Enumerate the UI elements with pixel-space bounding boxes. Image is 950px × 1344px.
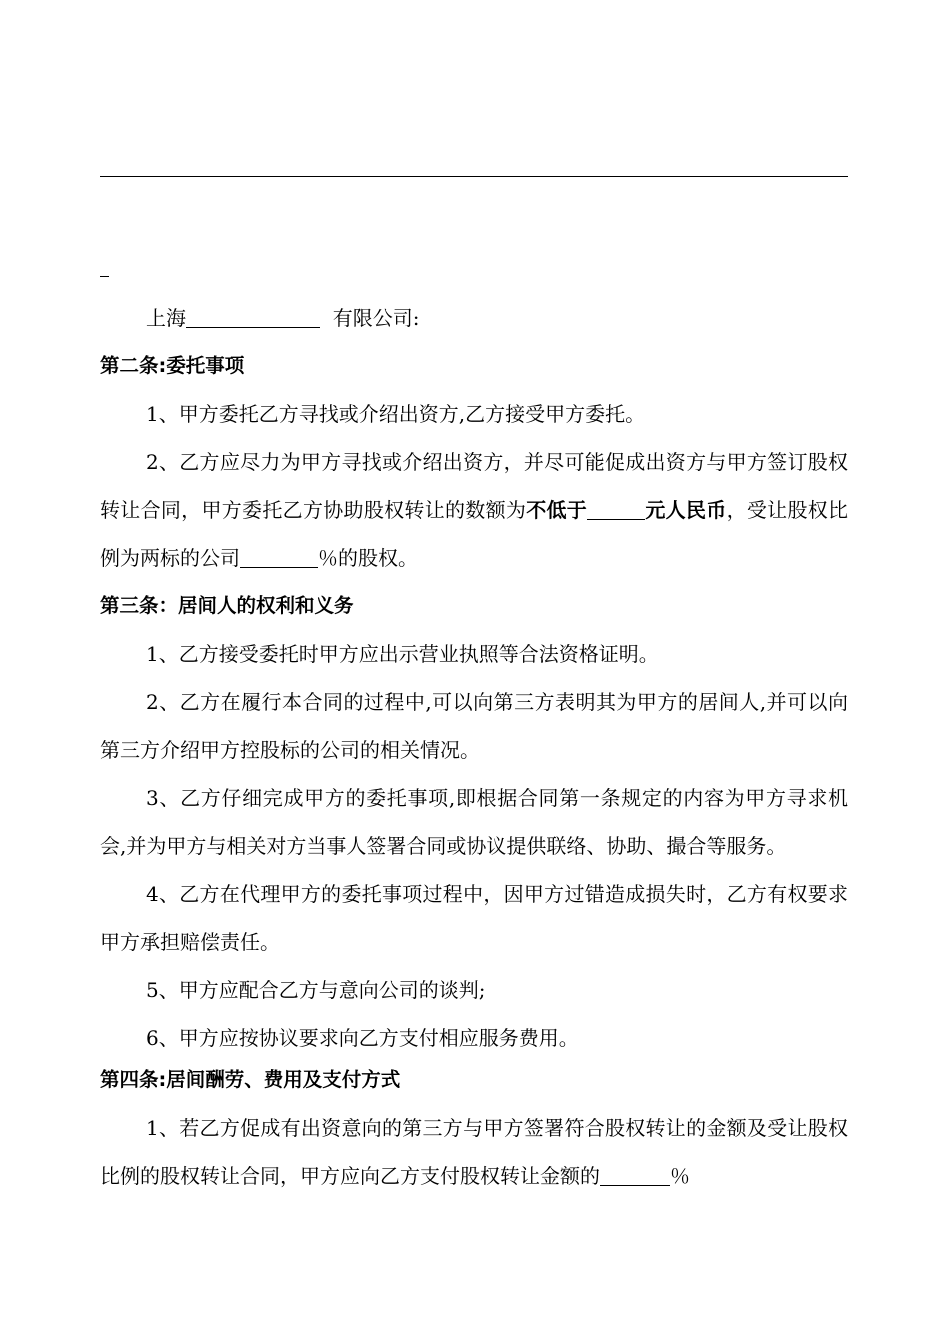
section-2-title: 第二条:委托事项 (100, 354, 245, 377)
addressee-line: 上海 有限公司: (146, 306, 420, 330)
company-name-blank (186, 305, 320, 328)
section-2-item-1: 1、甲方委托乙方寻找或介绍出资方,乙方接受甲方委托。 (146, 402, 646, 426)
fee-percent-blank (600, 1163, 670, 1186)
ratio-blank (240, 545, 318, 568)
top-rule (100, 176, 848, 177)
section-3-item-6: 6、甲方应按协议要求向乙方支付相应服务费用。 (146, 1026, 579, 1050)
section-3-item-1: 1、乙方接受委托时甲方应出示营业执照等合法资格证明。 (146, 642, 659, 666)
section-3-item-4: 4、乙方在代理甲方的委托事项过程中，因甲方过错造成损失时，乙方有权要求甲方承担赔偿责任。 (100, 882, 848, 954)
contract-body (100, 294, 848, 1200)
section-4-item-1: 1、若乙方促成有出资意向的第三方与甲方签署符合股权转让的金额及受让股权比例的股权转让合同，甲方应向乙方支付股权转让金额的 ％ (100, 1116, 848, 1188)
section-3-item-3: 3、乙方仔细完成甲方的委托事项,即根据合同第一条规定的内容为甲方寻求机会,并为甲方与相关对方当事人签署合同或协议提供联络、协助、撮合等服务。 (100, 786, 848, 858)
stray-mark (100, 276, 109, 277)
section-2-item-2: 2、乙方应尽力为甲方寻找或介绍出资方，并尽可能促成出资方与甲方签订股权转让合同，甲方委托乙方协助股权转让的数额为不低于 元人民币，受让股权比例为两标的公司 ％的股权。 (100, 450, 849, 570)
section-3-title: 第三条：居间人的权利和义务 (100, 594, 354, 617)
section-3-item-5: 5、甲方应配合乙方与意向公司的谈判; (146, 978, 486, 1002)
section-3-item-2: 2、乙方在履行本合同的过程中,可以向第三方表明其为甲方的居间人,并可以向第三方介绍甲方控股标的公司的相关情况。 (100, 690, 848, 762)
section-4-title: 第四条:居间酬劳、费用及支付方式 (100, 1068, 401, 1091)
amount-blank (587, 497, 645, 520)
